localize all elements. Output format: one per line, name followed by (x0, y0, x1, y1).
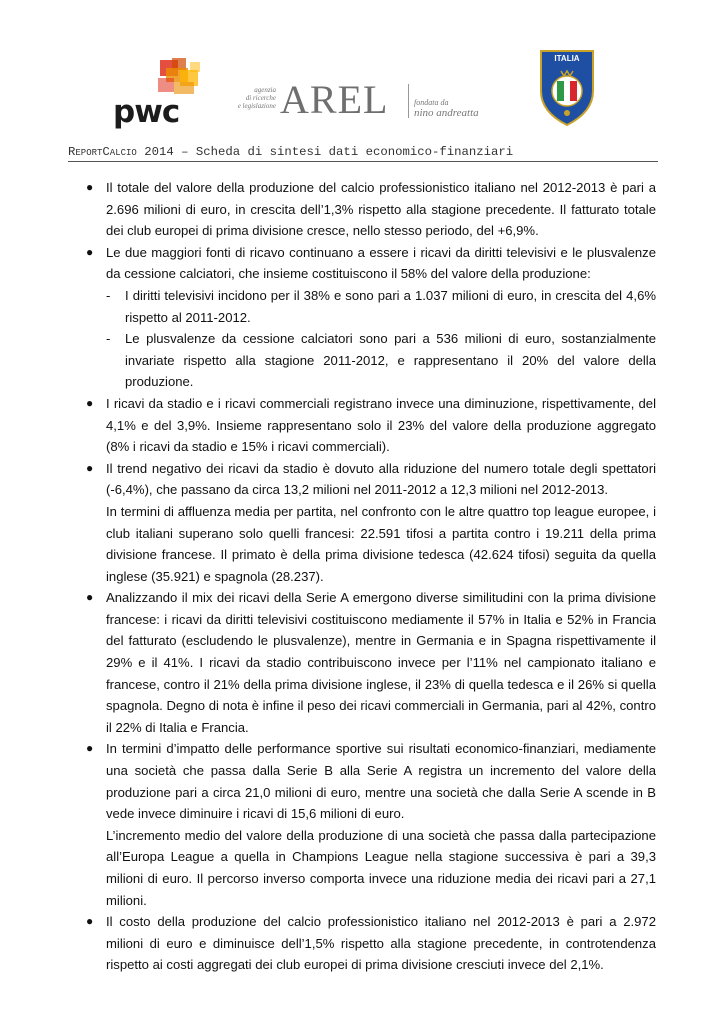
bullet-paragraph: Il trend negativo dei ricavi da stadio è dovuto alla riduzione del numero totale degli spettatori (-6,4%), che passano da circa 13,2 milioni nel 2011-2012 a 12,3 milioni nel 2012-2013. (106, 460, 656, 498)
sub-item (106, 328, 656, 393)
pwc-logo (110, 58, 205, 132)
header-title: 2014 – Scheda di sintesi dati economico-finanziari (136, 145, 514, 159)
arel-separator (408, 84, 409, 118)
arel-fund-label: fondata da (414, 98, 449, 107)
bullet-paragraph: In termini di affluenza media per partita, nel confronto con le altre quattro top league europee, i club italiani superano solo quelli francesi: 22.591 tifosi a partita contro i 19.211 della prima divisione francese. Il primato è della prima divisione tedesca (42.624 tifosi) seguita da quella inglese (35.921) e spagnola (28.237). (106, 503, 656, 584)
bullet-item (86, 393, 656, 458)
arel-wordmark: AREL (280, 77, 389, 122)
arel-fund-name: nino andreatta (414, 107, 479, 119)
bullet-paragraph: Le due maggiori fonti di ricavo continuano a essere i ricavi da diritti televisivi e le plusvalenze da cessione calciatori, che insieme costituiscono il 58% del valore della produzione: (106, 244, 656, 282)
bullet-paragraph: L’incremento medio del valore della produzione di una società che passa dalla partecipazione all’Europa League a quella in Champions League nella stagione successiva è pari a 39,3 milioni di euro. Il percorso inverso comporta invece una riduzione media dei ricavi pari a 27,1 milioni. (106, 827, 656, 908)
figc-label: ITALIA (554, 54, 580, 63)
logo-row (0, 0, 725, 140)
bullet-item (86, 587, 656, 738)
bullet-list (86, 177, 656, 976)
arel-logo (232, 78, 492, 128)
bullet-item (86, 177, 656, 242)
header-rule (68, 161, 658, 162)
bullet-dot-icon: ● (86, 395, 94, 410)
bullet-paragraph: In termini d’impatto delle performance sportive sui risultati economico-finanziari, mediamente una società che passa dalla Serie B alla Serie A registra un incremento del valore della produzione pari a circa 21,0 milioni di euro, mentre una società che dalla Serie A scende in B vede invece diminuire i ricavi di 15,6 milioni di euro. (106, 741, 656, 822)
header-prefix-alcio: ALCIO (109, 148, 137, 158)
bullet-paragraph: Il totale del valore della produzione del calcio professionistico italiano nel 2012-2013 è pari a 2.696 milioni di euro, in crescita dell’1,3% rispetto alla stagione precedente. Il fatturato totale dei club europei di prima divisione cresce, nello stesso periodo, del +6,9%. (106, 180, 656, 239)
bullet-item (86, 738, 656, 911)
arel-tagline-line: e legislazione (237, 102, 276, 110)
pwc-blocks-icon (110, 58, 205, 98)
arel-tagline (232, 86, 276, 110)
document-running-header (68, 145, 658, 159)
bullet-dot-icon: ● (86, 460, 94, 475)
header-prefix-r: R (68, 145, 76, 159)
arel-tagline-line: agenzia (254, 86, 276, 94)
bullet-dot-icon: ● (86, 741, 94, 756)
header-prefix-eport: EPORT (75, 148, 103, 158)
bullet-dot-icon: ● (86, 590, 94, 605)
sub-item-text: Le plusvalenze da cessione calciatori sono pari a 536 milioni di euro, sostanzialmente invariate rispetto alla stagione 2011-2012, e rappresentano il 20% del valore della produzione. (125, 331, 656, 390)
bullet-paragraph: Analizzando il mix dei ricavi della Serie A emergono diverse similitudini con la prima divisione francese: i ricavi da diritti televisivi costituiscono mediamente il 57% in Italia e 52% in Francia del fatturato (escludendo le plusvalenze), mentre in Germania e in Spagna rispettivamente il 29% e il 41%. I ricavi da stadio contribuiscono invece per l’11% nel campionato italiano e francese, contro il 21% della prima divisione inglese, il 23% di quella tedesca e il 26% si quella spagnola. Degno di nota è infine il peso dei ricavi commerciali in Germania, pari al 42%, contro il 22% di Italia e Francia. (106, 590, 656, 735)
sub-item-text: I diritti televisivi incidono per il 38% e sono pari a 1.037 milioni di euro, in crescita del 4,6% rispetto al 2011-2012. (125, 287, 656, 325)
pwc-wordmark: pwc (113, 94, 180, 130)
bullet-item (86, 458, 656, 588)
arel-tagline-line: di ricerche (245, 94, 276, 102)
bullet-dot-icon: ● (86, 180, 94, 194)
bullet-paragraph: Il costo della produzione del calcio professionistico italiano nel 2012-2013 è pari a 2.972 milioni di euro e diminuisce dell’1,5% rispetto alla stagione precedente, in controtendenza rispetto ai costi aggregati dei club europei di prima divisione cresciuti invece del 2,1%. (106, 914, 656, 973)
sub-item (106, 285, 656, 328)
dash-icon: - (106, 287, 111, 303)
bullet-item (86, 911, 656, 976)
figc-shield-icon (539, 47, 595, 127)
header-prefix-c: C (102, 145, 110, 159)
bullet-dot-icon: ● (86, 244, 94, 259)
bullet-dot-icon: ● (86, 914, 94, 929)
bullet-paragraph: I ricavi da stadio e i ricavi commerciali registrano invece una diminuzione, rispettivamente, del 4,1% e del 3,9%. Insieme rappresentano solo il 23% del valore della produzione aggregato (8% i ricavi da stadio e 15% i ricavi commerciali). (106, 395, 656, 455)
bullet-item (86, 242, 656, 393)
dash-icon: - (106, 331, 111, 347)
